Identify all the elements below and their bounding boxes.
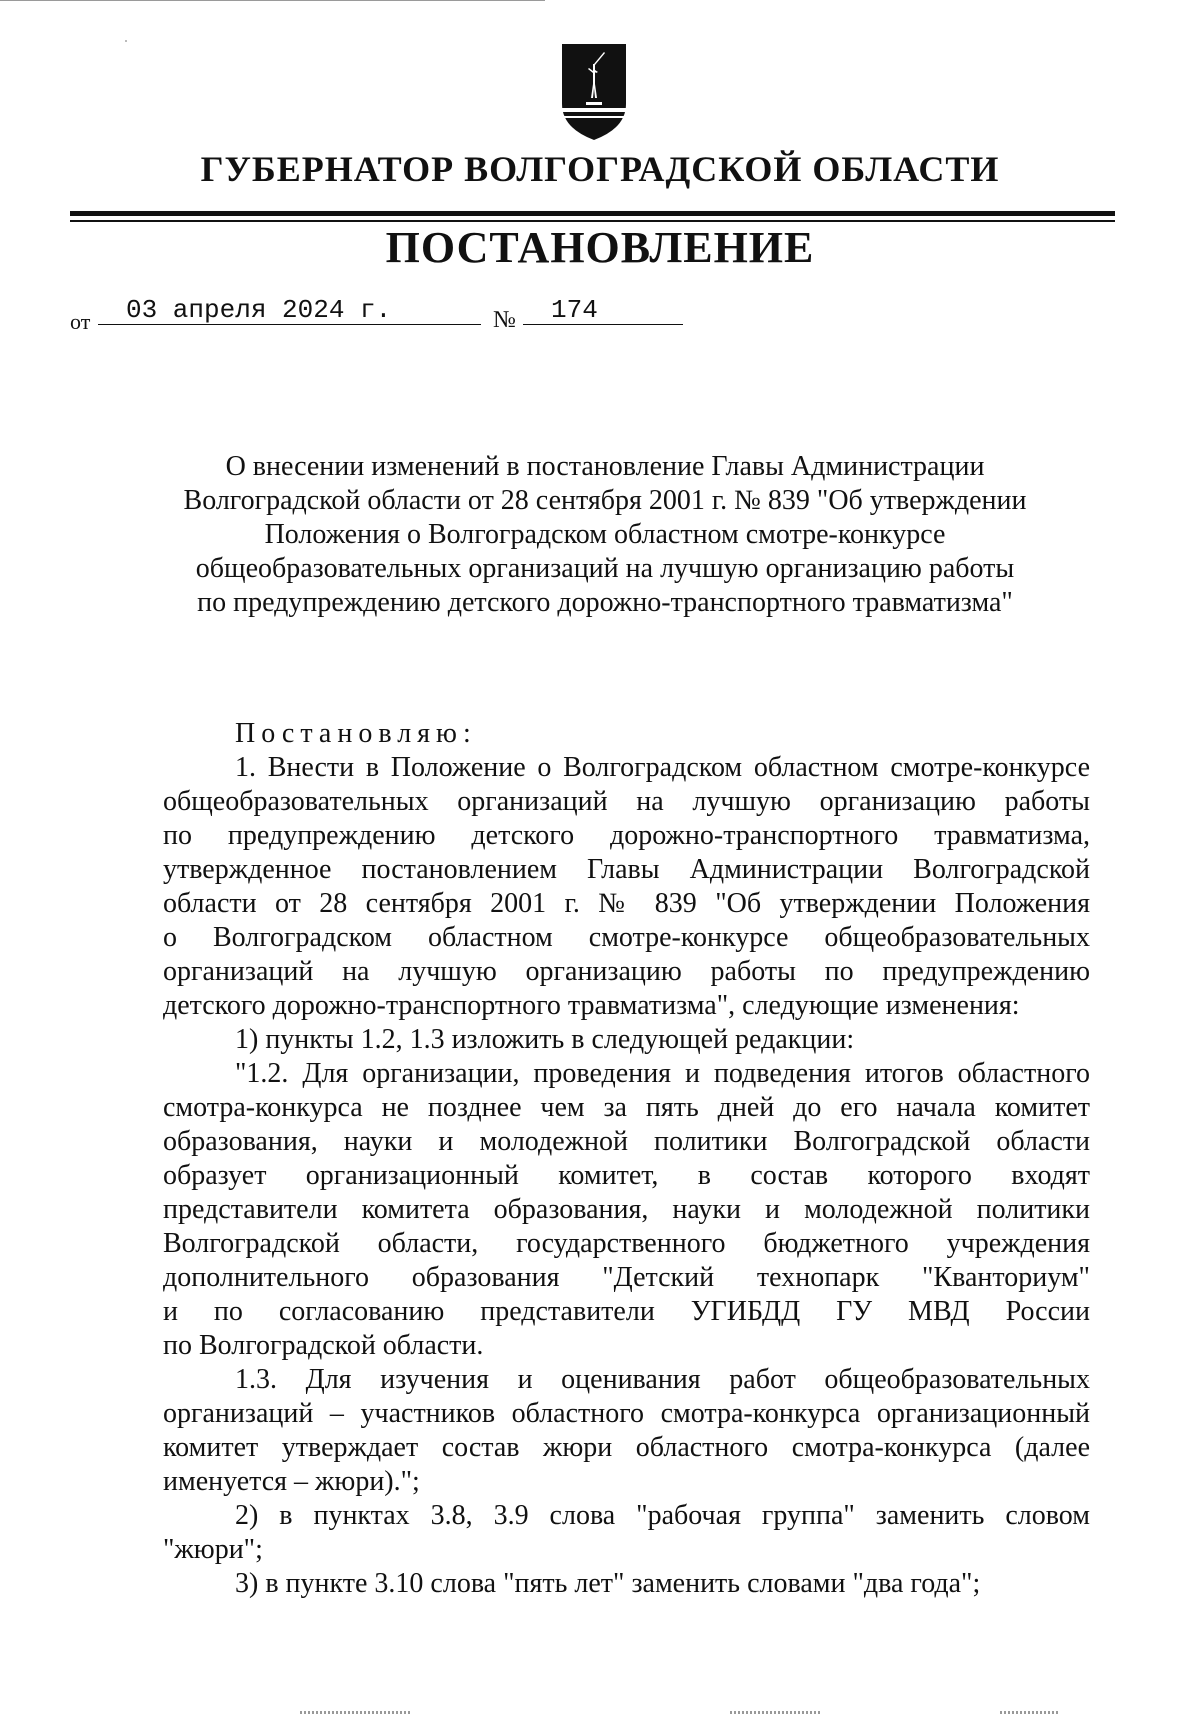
- scan-artifact: [730, 1711, 820, 1714]
- document-subject: [150, 450, 1060, 620]
- scan-speck: [125, 40, 127, 42]
- body-line: 1. Внести в Положение о Волгоградском областном смотре-конкурсе: [235, 752, 1090, 783]
- subject-line: Положения о Волгоградском областном смотре-конкурсе: [264, 519, 946, 550]
- body-line: общеобразовательных организаций на лучшую организацию работы: [163, 786, 1090, 817]
- body-line: дополнительного образования "Детский технопарк "Кванториум": [163, 1262, 1090, 1293]
- subject-line: Волгоградской области от 28 сентября 2001 г. № 839 "Об утверждении: [183, 485, 1027, 516]
- document-date: 03 апреля 2024 г.: [98, 295, 481, 325]
- body-line: "жюри";: [163, 1534, 263, 1565]
- body-line: образует организационный комитет, в состав которого входят: [163, 1160, 1090, 1191]
- subject-line: по предупреждению детского дорожно-транспортного травматизма": [197, 587, 1013, 618]
- resolve-heading: Постановляю:: [235, 718, 477, 749]
- body-line: организаций на лучшую организацию работы по предупреждению: [163, 956, 1090, 987]
- body-line: представители комитета образования, науки и молодежной политики: [163, 1194, 1090, 1225]
- authority-title: ГУБЕРНАТОР ВОЛГОГРАДСКОЙ ОБЛАСТИ: [200, 149, 1000, 189]
- body-line: 3) в пункте 3.10 слова "пять лет" заменить словами "два года";: [235, 1568, 981, 1599]
- body-line: о Волгоградском областном смотре-конкурсе общеобразовательных: [163, 922, 1090, 953]
- number-label: №: [493, 307, 516, 333]
- scan-artifact: [1000, 1711, 1060, 1714]
- body-line: по предупреждению детского дорожно-транспортного травматизма,: [163, 820, 1090, 851]
- body-line: образования, науки и молодежной политики Волгоградской области: [163, 1126, 1090, 1157]
- body-line: и по согласованию представители УГИБДД ГУ МВД России: [163, 1296, 1090, 1327]
- body-line: Волгоградской области, государственного бюджетного учреждения: [163, 1228, 1090, 1259]
- body-line: области от 28 сентября 2001 г. № 839 "Об утверждении Положения: [163, 888, 1090, 919]
- document-number: 174: [523, 295, 683, 325]
- document-body: [163, 717, 1090, 1601]
- subject-line: общеобразовательных организаций на лучшую организацию работы: [195, 553, 1015, 584]
- from-label: от: [70, 309, 91, 334]
- body-line: детского дорожно-транспортного травматизма", следующие изменения:: [163, 990, 1020, 1021]
- body-line: по Волгоградской области.: [163, 1330, 484, 1361]
- subject-line: О внесении изменений в постановление Главы Администрации: [225, 451, 985, 482]
- scan-edge-line: [0, 0, 545, 2]
- body-line: 1) пункты 1.2, 1.3 изложить в следующей редакции:: [235, 1024, 855, 1055]
- body-line: "1.2. Для организации, проведения и подведения итогов областного: [235, 1058, 1090, 1089]
- volgograd-coat-of-arms-icon: [560, 42, 628, 142]
- scan-artifact: [300, 1711, 410, 1714]
- body-line: 1.3. Для изучения и оценивания работ общеобразовательных: [235, 1364, 1090, 1395]
- body-line: организаций – участников областного смотра-конкурса организационный: [163, 1398, 1090, 1429]
- body-line: именуется – жюри).";: [163, 1466, 420, 1497]
- body-line: 2) в пунктах 3.8, 3.9 слова "рабочая группа" заменить словом: [235, 1500, 1090, 1531]
- body-line: смотра-конкурса не позднее чем за пять дней до его начала комитет: [163, 1092, 1090, 1123]
- body-line: утвержденное постановлением Главы Администрации Волгоградской: [163, 854, 1090, 885]
- date-number-row: [0, 295, 1200, 335]
- header-rule-thick: [70, 211, 1115, 216]
- document-type: ПОСТАНОВЛЕНИЕ: [385, 223, 815, 272]
- body-line: комитет утверждает состав жюри областного смотра-конкурса (далее: [163, 1432, 1090, 1463]
